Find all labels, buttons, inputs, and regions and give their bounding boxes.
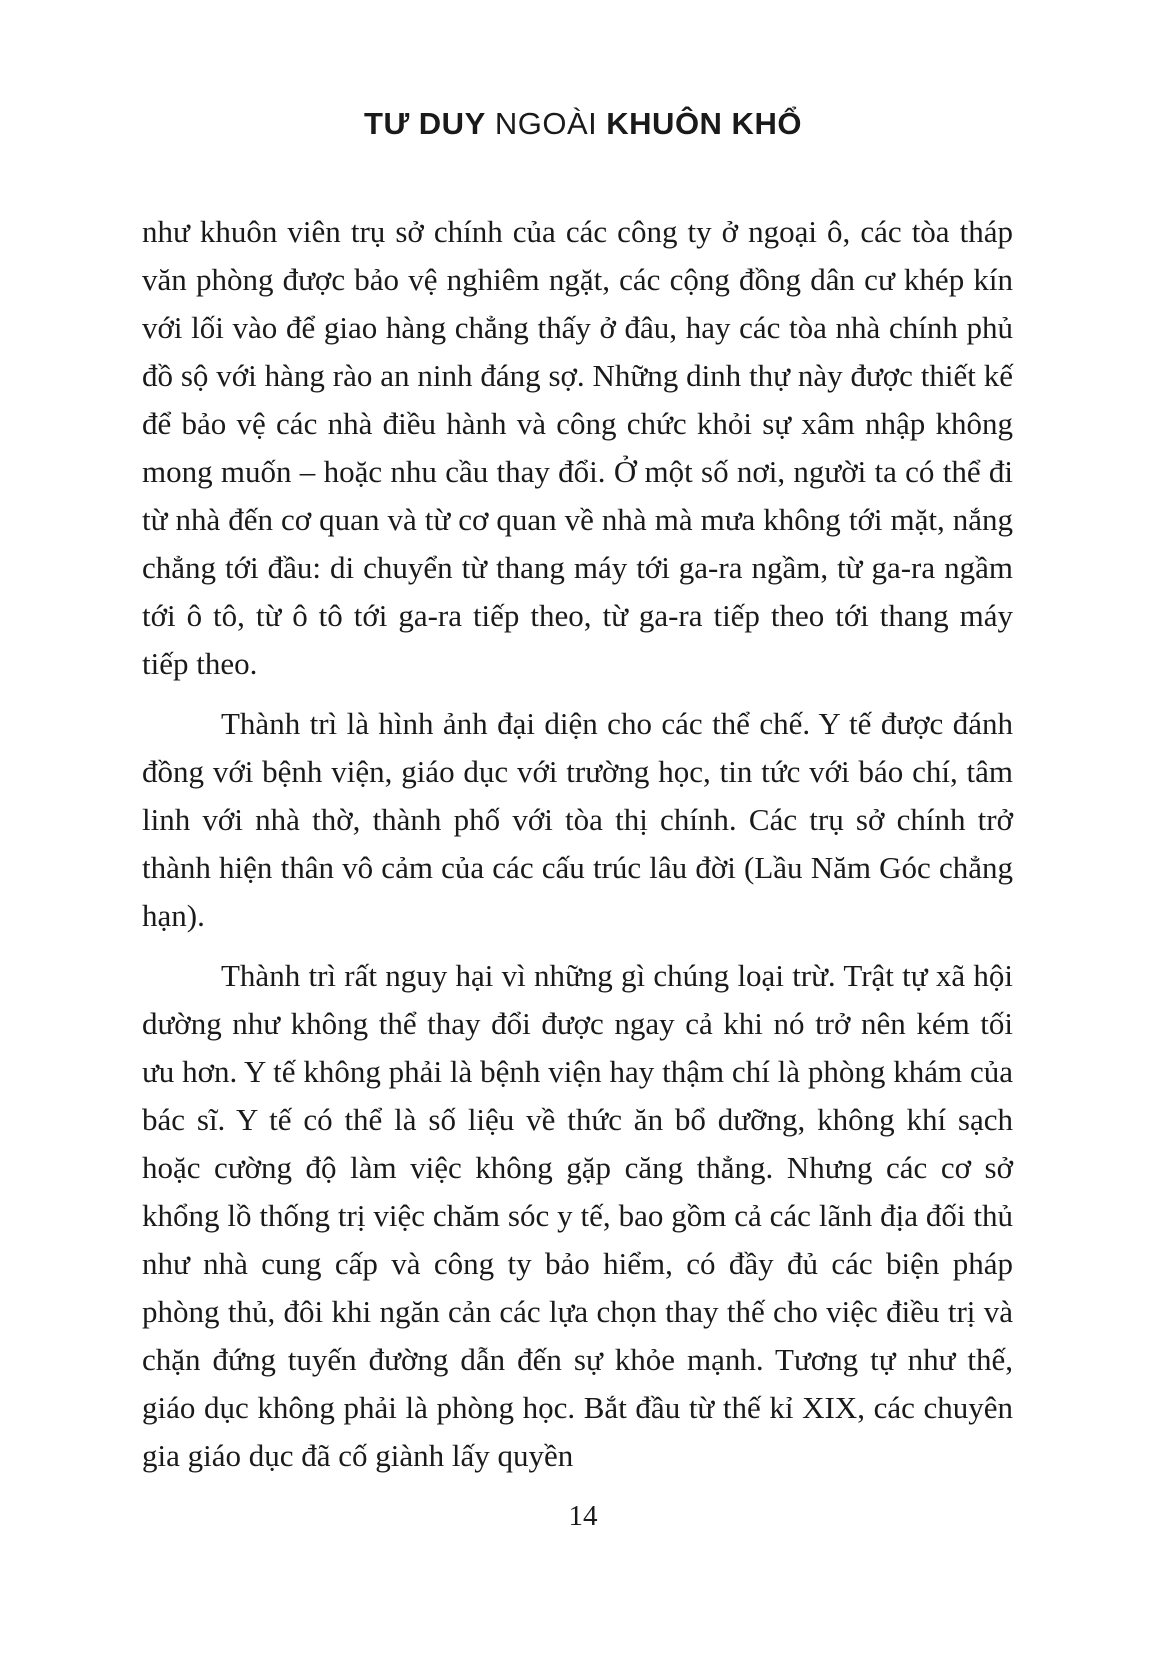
running-header: [0, 106, 1166, 142]
header-title-part-3: KHUÔN KHỔ: [606, 106, 802, 141]
paragraph: Thành trì là hình ảnh đại diện cho các thể chế. Y tế được đánh đồng với bệnh viện, giáo dục với trường học, tin tức với báo chí, tâm linh với nhà thờ, thành phố với tòa thị chính. Các trụ sở chính trở thành hiện thân vô cảm của các cấu trúc lâu đời (Lầu Năm Góc chẳng hạn).: [142, 706, 1013, 933]
header-title-part-2: NGOÀI: [494, 106, 598, 141]
page-number: 14: [568, 1500, 598, 1532]
paragraph-continued: như khuôn viên trụ sở chính của các công ty ở ngoại ô, các tòa tháp văn phòng được bảo vệ nghiêm ngặt, các cộng đồng dân cư khép kín với lối vào để giao hàng chẳng thấy ở đâu, hay các tòa nhà chính phủ đồ sộ với hàng rào an ninh đáng sợ. Những dinh thự này được thiết kế để bảo vệ các nhà điều hành và công chức khỏi sự xâm nhập không mong muốn – hoặc nhu cầu thay đổi. Ở một số nơi, người ta có thể đi từ nhà đến cơ quan và từ cơ quan về nhà mà mưa không tới mặt, nắng chẳng tới đầu: di chuyển từ thang máy tới ga-ra ngầm, từ ga-ra ngầm tới ô tô, từ ô tô tới ga-ra tiếp theo, từ ga-ra tiếp theo tới thang máy tiếp theo.: [142, 214, 1013, 681]
body-text: [142, 208, 1013, 1492]
paragraph: Thành trì rất nguy hại vì những gì chúng loại trừ. Trật tự xã hội dường như không thể thay đổi được ngay cả khi nó trở nên kém tối ưu hơn. Y tế không phải là bệnh viện hay thậm chí là phòng khám của bác sĩ. Y tế có thể là số liệu về thức ăn bổ dưỡng, không khí sạch hoặc cường độ làm việc không gặp căng thẳng. Nhưng các cơ sở khổng lồ thống trị việc chăm sóc y tế, bao gồm cả các lãnh địa đối thủ như nhà cung cấp và công ty bảo hiểm, có đầy đủ các biện pháp phòng thủ, đôi khi ngăn cản các lựa chọn thay thế cho việc điều trị và chặn đứng tuyến đường dẫn đến sự khỏe mạnh. Tương tự như thế, giáo dục không phải là phòng học. Bắt đầu từ thế kỉ XIX, các chuyên gia giáo dục đã cố giành lấy quyền: [142, 958, 1013, 1473]
header-title-part-1: TƯ DUY: [364, 106, 486, 141]
